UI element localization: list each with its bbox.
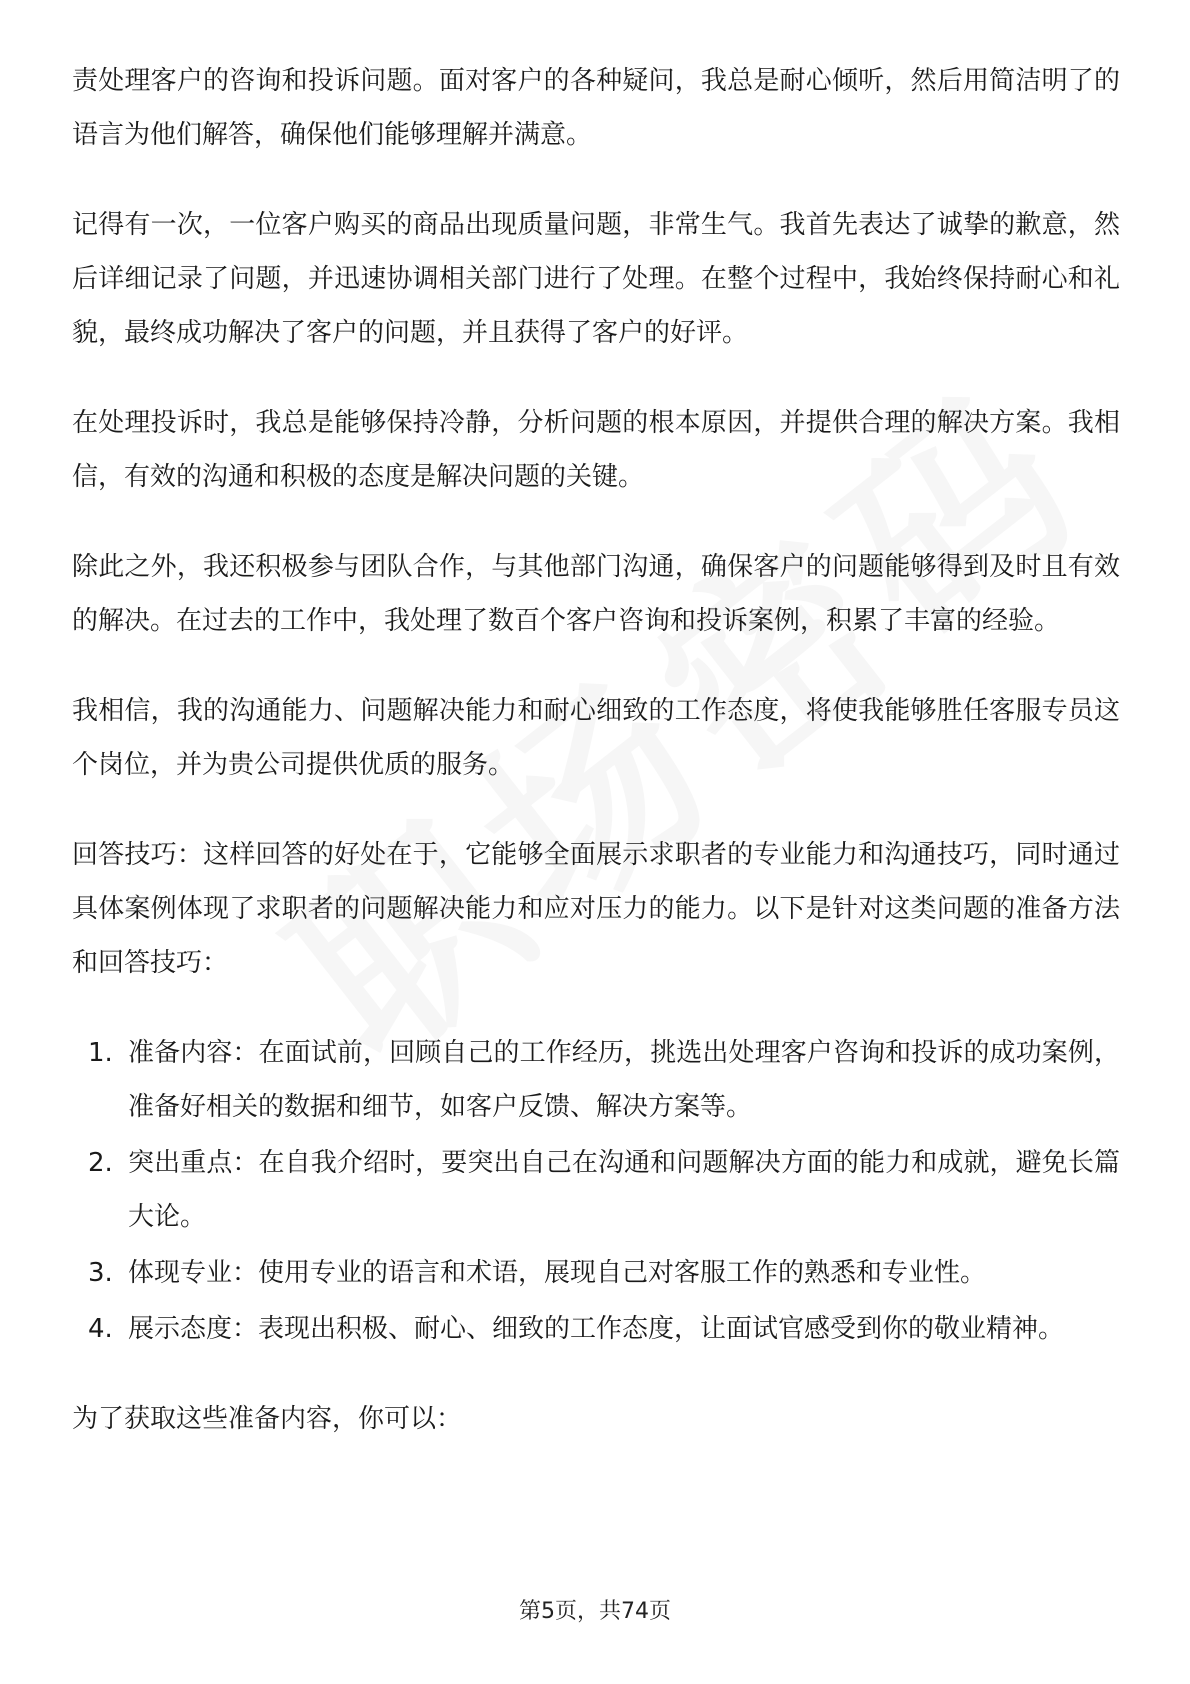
list-item-text: 展示态度：表现出积极、耐心、细致的工作态度，让面试官感受到你的敬业精神。 bbox=[128, 1314, 1065, 1344]
list-item-number: 4. bbox=[88, 1314, 113, 1344]
paragraph-complaints: 在处理投诉时，我总是能够保持冷静，分析问题的根本原因，并提供合理的解决方案。我相信，有效的沟通和积极的态度是解决问题的关键。 bbox=[72, 408, 1120, 492]
paragraph-answer-tips: 回答技巧：这样回答的好处在于，它能够全面展示求职者的专业能力和沟通技巧，同时通过具体案例体现了求职者的问题解决能力和应对压力的能力。以下是针对这类问题的准备方法和回答技巧： bbox=[72, 840, 1120, 978]
page-footer: 第5页，共74页 bbox=[519, 1599, 671, 1624]
paragraph-closing: 为了获取这些准备内容，你可以： bbox=[72, 1404, 463, 1434]
list-item bbox=[72, 1026, 1120, 1134]
paragraph-example: 记得有一次，一位客户购买的商品出现质量问题，非常生气。我首先表达了诚挚的歉意，然后详细记录了问题，并迅速协调相关部门进行了处理。在整个过程中，我始终保持耐心和礼貌，最终成功解决了客户的问题，并且获得了客户的好评。 bbox=[72, 210, 1120, 348]
list-item-number: 1. bbox=[88, 1038, 113, 1068]
list-item-text: 突出重点：在自我介绍时，要突出自己在沟通和问题解决方面的能力和成就，避免长篇大论。 bbox=[128, 1148, 1120, 1232]
list-item-number: 3. bbox=[88, 1258, 113, 1288]
document-body bbox=[72, 54, 1120, 1482]
paragraph-intro: 责处理客户的咨询和投诉问题。面对客户的各种疑问，我总是耐心倾听，然后用简洁明了的语言为他们解答，确保他们能够理解并满意。 bbox=[72, 66, 1120, 150]
list-item-number: 2. bbox=[88, 1148, 113, 1178]
list-item bbox=[72, 1302, 1120, 1356]
list-item bbox=[72, 1136, 1120, 1244]
paragraph-conclusion: 我相信，我的沟通能力、问题解决能力和耐心细致的工作态度，将使我能够胜任客服专员这个岗位，并为贵公司提供优质的服务。 bbox=[72, 696, 1120, 780]
paragraph-teamwork: 除此之外，我还积极参与团队合作，与其他部门沟通，确保客户的问题能够得到及时且有效的解决。在过去的工作中，我处理了数百个客户咨询和投诉案例，积累了丰富的经验。 bbox=[72, 552, 1120, 636]
tips-list bbox=[72, 1026, 1120, 1356]
list-item-text: 准备内容：在面试前，回顾自己的工作经历，挑选出处理客户咨询和投诉的成功案例，准备好相关的数据和细节，如客户反馈、解决方案等。 bbox=[128, 1038, 1120, 1122]
list-item bbox=[72, 1246, 1120, 1300]
list-item-text: 体现专业：使用专业的语言和术语，展现自己对客服工作的熟悉和专业性。 bbox=[128, 1258, 987, 1288]
